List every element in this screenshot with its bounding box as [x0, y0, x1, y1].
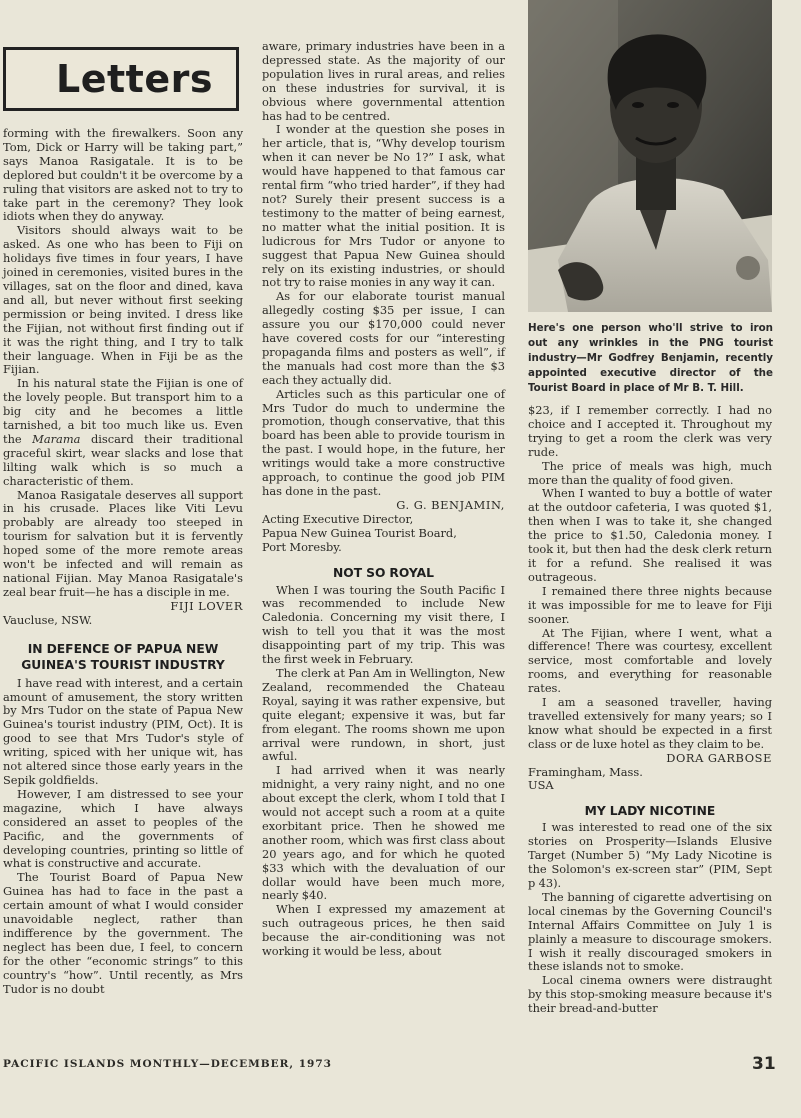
column-3 [528, 404, 772, 1016]
paragraph: aware, primary industries have been in a depressed state. As the majority of our population lives in rural areas, and relies on these industries for survival, it is obvious where governmental attention has had to be centred. [262, 39, 505, 123]
paragraph: $23, if I remember correctly. I had no choice and I accepted it. Throughout my trying to get a room the clerk was very rude. [528, 403, 772, 459]
page-title: Letters [56, 57, 213, 101]
paragraph: I had arrived when it was nearly midnight, a very rainy night, and no one about except the clerk, whom I told that I would not accept such a room at a quite exorbitant price. Then he showed me another room, which was first class about 20 years ago, and for which he quoted $33 which with the devaluation of our dollar would have been much more, nearly $40. [262, 763, 505, 903]
paragraph: At The Fijian, where I went, what a difference! There was courtesy, excellent service, most comfortable and lovely rooms, and everything for reasonable rates. [528, 625, 772, 696]
letter-address: Framingham, Mass. [528, 764, 643, 779]
photo-caption: Here's one person who'll strive to iron out any wrinkles in the PNG tourist industry—Mr Godfrey Benjamin, recently appointed executive director of the Tourist Board in place of Mr B. T. Hill. [528, 322, 773, 394]
letter-signature: DORA GARBOSE [666, 750, 772, 765]
letters-header-box [3, 47, 239, 111]
text-run: In his natural state the Fijian is one of the lovely people. But transport him to a big city and he becomes a little tarnished, a bit too much like us. Even the [3, 376, 243, 446]
paragraph: The banning of cigarette advertising on local cinemas by the Governing Council's Internal Affairs Committee on July 1 is plainly a measure to discourage smokers. I wish it really discouraged smokers in these islands not to smoke. [528, 889, 772, 974]
paragraph: forming with the firewalkers. Soon any Tom, Dick or Harry will be taking part,” says Manoa Rasigatale. It is to be deplored but couldn't it be overcome by a ruling that visitors are asked not to try to take part in the ceremony? They look idiots when they do anyway. [3, 126, 243, 224]
paragraph [3, 377, 243, 488]
paragraph: I am a seasoned traveller, having travelled extensively for many years; so I know what should be expected in a first class or de luxe hotel as they claim to be. [528, 695, 772, 751]
letter-address: Vaucluse, NSW. [3, 612, 93, 627]
portrait-illustration [528, 0, 772, 312]
portrait-photo [528, 0, 772, 312]
text-run: discard their traditional graceful skirt, wear slacks and lose that lilting walk which is so much a characteristic of them. [3, 431, 243, 488]
letter-address: Acting Executive Director, [262, 511, 414, 526]
emphasis: Marama [32, 431, 81, 446]
paragraph: As for our elaborate tourist manual allegedly costing $35 per issue, I can assure you our $170,000 could never have covered costs for our “interesting propaganda films and posters as well”, if the manuals had cost more than the $3 each they actually did. [262, 289, 505, 387]
letter-address: Port Moresby. [262, 539, 342, 554]
paragraph: I have read with interest, and a certain amount of amusement, the story written by Mrs Tudor on the state of Papua New Guinea's tourist industry (PIM, Oct). It is good to see that Mrs Tudor's style of writing, spiced with her unique wit, has not altered since those early years in the Sepik goldfields. [3, 675, 243, 787]
paragraph: When I expressed my amazement at such outrageous prices, he then said because the air-conditioning was not working it would be less, about [262, 902, 505, 959]
column-2 [262, 40, 505, 959]
column-1 [3, 127, 243, 996]
paragraph: When I was touring the South Pacific I was recommended to include New Caledonia. Concerning my visit there, I wish to tell you that it was the most disappointing part of my trip. This was the first week in February. [262, 582, 505, 667]
paragraph: Manoa Rasigatale deserves all support in his crusade. Places like Viti Levu probably are already too steeped in tourism for salvation but it is fervently hoped some of the more remote areas won't be infected and will remain as national Fijian. May Manoa Rasigatale's zeal bear fruit—he has a disciple in me. [3, 487, 243, 599]
letter-signature: FIJI LOVER [170, 598, 243, 613]
article-heading: IN DEFENCE OF PAPUA NEW GUINEA'S TOURIST INDUSTRY [21, 641, 225, 672]
article-heading: NOT SO ROYAL [333, 565, 434, 580]
paragraph: The clerk at Pan Am in Wellington, New Zealand, recommended the Chateau Royal, saying it was rather expensive, but quite elegant; expensive it was, but far from elegant. The rooms shown me upon arrival were rundown, in short, just awful. [262, 665, 505, 764]
paragraph: When I wanted to buy a bottle of water at the outdoor cafeteria, I was quoted $1, then when I was to take it, she changed the price to $1.50, Caledonia money. I took it, but then had the desk clerk return it for a refund. She realised it was outrageous. [528, 486, 772, 584]
article-heading: MY LADY NICOTINE [584, 804, 716, 819]
paragraph: Visitors should always wait to be asked. As one who has been to Fiji on holidays five times in four years, I have joined in ceremonies, visited bures in the villages, sat on the floor and dined, kava and all, but never without first seeking permission or being invited. I dress like the Fijian, not without first finding out if it was the right thing, and I try to talk their language. When in Fiji be as the Fijian. [3, 223, 243, 377]
page-footer: PACIFIC ISLANDS MONTHLY—DECEMBER, 1973 [3, 1058, 332, 1070]
paragraph: I was interested to read one of the six stories on Prosperity—Islands Elusive Target (Number 5) “My Lady Nicotine is the Solomon's ex-screen star” (PIM, Sept p 43). [528, 820, 772, 890]
letter-address: Papua New Guinea Tourist Board, [262, 525, 457, 540]
paragraph: The Tourist Board of Papua New Guinea has had to face in the past a certain amount of what I would consider unavoidable neglect, rather than indifference by the government. The neglect has been due, I feel, to concern for the other “economic strings” to this country's “how”. Until recently, as Mrs Tudor is no doubt [3, 870, 243, 996]
paragraph: The price of meals was high, much more than the quality of food given. [528, 458, 772, 487]
paragraph: However, I am distressed to see your magazine, which I have always considered an asset to peoples of the Pacific, and the governments of developing countries, printing so little of what is constructive and accurate. [3, 786, 243, 871]
page-number: 31 [752, 1054, 776, 1074]
paragraph: I remained there three nights because it was impossible for me to leave for Fiji sooner. [528, 583, 772, 626]
letter-address: USA [528, 778, 554, 793]
letter-signature: G. G. BENJAMIN, [396, 497, 505, 512]
paragraph: I wonder at the question she poses in her article, that is, “Why develop tourism when it can never be No 1?” I ask, what would have happened to that famous car rental firm “who tried harder”, if they had not? Surely their present success is a testimony to the matter of being earnest, no matter what the initial position. It is ludicrous for Mrs Tudor or anyone to suggest that Papua New Guinea should rely on its existing industries, or should not try to raise monies in any way it can. [262, 122, 505, 290]
paragraph: Articles such as this particular one of Mrs Tudor do much to undermine the promotion, though conservative, that this board has been able to provide tourism in the past. I would hope, in the future, her writings would take a more constructive approach, to continue the good job PIM has done in the past. [262, 386, 505, 498]
paragraph: Local cinema owners were distraught by this stop-smoking measure because it's their bread-and-butter [528, 973, 772, 1016]
